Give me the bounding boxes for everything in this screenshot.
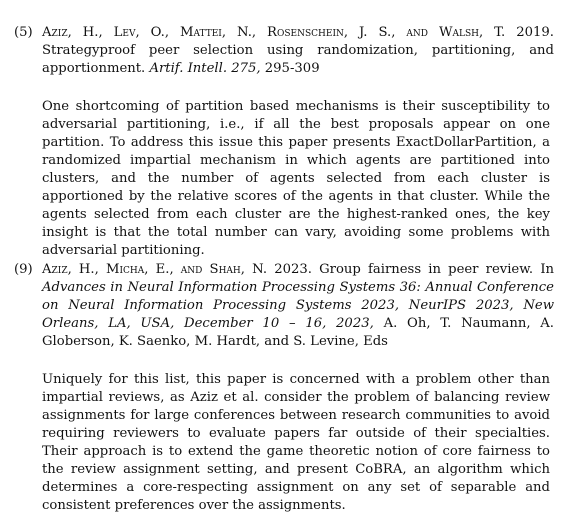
reference-year: 2019. bbox=[516, 25, 554, 40]
reference-authors: Aziz, H., Lev, O., Mattei, N., Rosenschein, J. S., and Walsh, T. bbox=[42, 25, 506, 40]
reference-citation bbox=[42, 24, 554, 78]
reference-entry-5 bbox=[14, 24, 554, 78]
reference-venue: Advances in Neural Information Processing Systems 36: Annual Conference on Neural Information Processing Systems 2023, NeurIPS 2023, New Orleans, LA, USA, December 10 – 16, 2023, bbox=[42, 280, 554, 331]
reference-summary: One shortcoming of partition based mechanisms is their susceptibility to adversarial partitioning, i.e., if all the best proposals appear on one partition. To address this issue this paper presents ExactDollarPartition, a randomized impartial mechanism in which agents are partitioned into clusters, and the number of agents selected from each cluster is apportioned by the relative scores of the agents in that cluster. While the agents selected from each cluster are the highest-ranked ones, the key insight is that the total number can vary, avoiding some problems with adversarial partitioning. bbox=[42, 99, 550, 258]
reference-citation bbox=[42, 261, 554, 351]
reference-entry-9 bbox=[14, 261, 554, 351]
reference-number: (9) bbox=[14, 262, 33, 277]
reference-editors: A. Oh, T. Naumann, A. Globerson, K. Saenko, M. Hardt, and S. Levine, Eds bbox=[42, 316, 554, 349]
reference-year: 2023. bbox=[274, 262, 312, 277]
reference-authors: Aziz, H., Micha, E., and Shah, N. bbox=[42, 262, 268, 277]
reference-summary: Uniquely for this list, this paper is concerned with a problem other than impartial reviews, as Aziz et al. consider the problem of balancing review assignments for large conferences between research communities to avoid requiring reviewers to evaluate papers far outside of their specialties. Their approach is to extend the game theoretic notion of core fairness to the review assignment setting, and present CoBRA, an algorithm which determines a core-respecting assignment on any set of separable and consistent preferences over the assignments. bbox=[42, 372, 550, 513]
reference-pages: 295-309 bbox=[264, 61, 320, 76]
reference-title: Group fairness in peer review. bbox=[319, 262, 534, 277]
reference-number: (5) bbox=[14, 25, 33, 40]
reference-venue: Artif. Intell. 275, bbox=[149, 61, 261, 76]
reference-title: Strategyproof peer selection using randomization, partitioning, and apportionment. bbox=[42, 43, 554, 76]
reference-venue-prefix: In bbox=[540, 262, 555, 277]
